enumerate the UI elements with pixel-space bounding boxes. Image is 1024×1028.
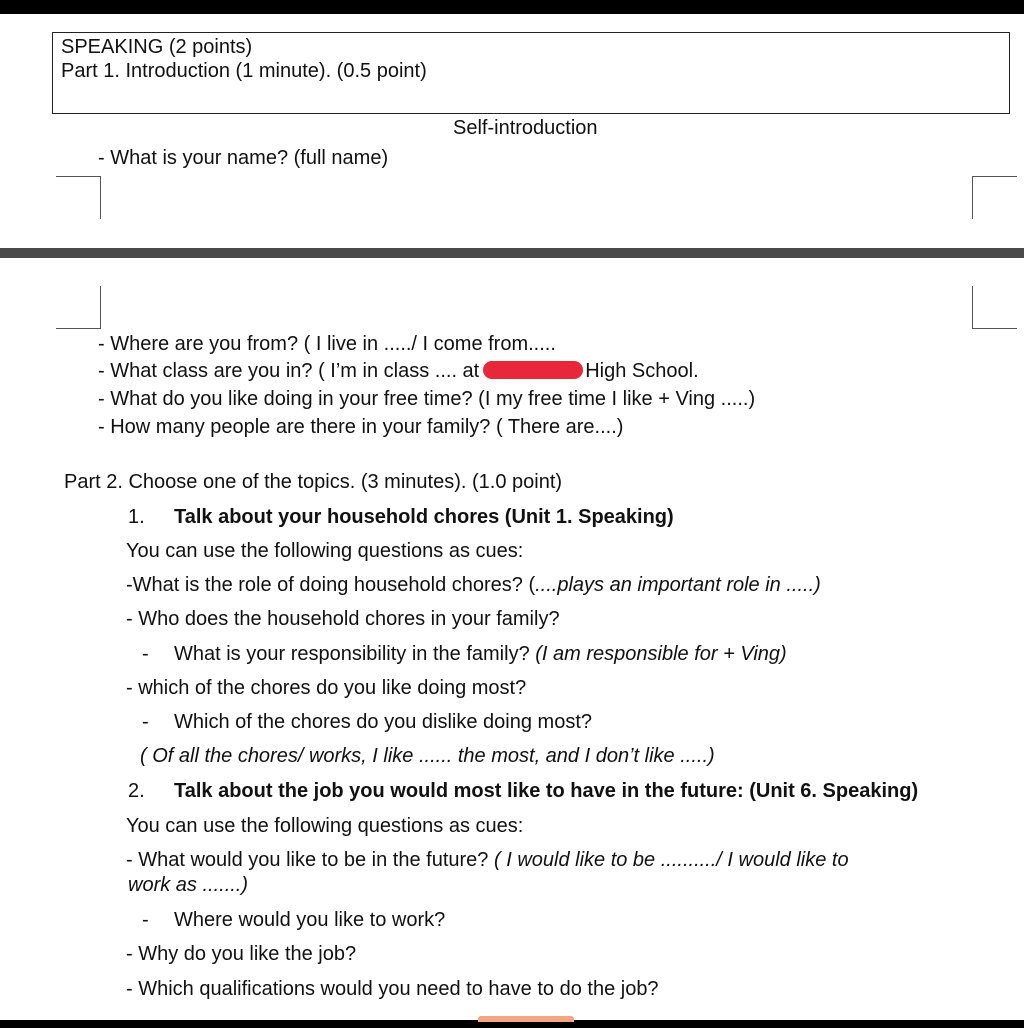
- question-free-time: - What do you like doing in your free time? (I my free time I like + Ving .....): [98, 388, 756, 410]
- topic2-question-3: - Why do you like the job?: [126, 943, 357, 965]
- topic1-question-3: [128, 642, 787, 666]
- topic1-question-1-hint: ....plays an important role in .....): [535, 574, 821, 596]
- document-page-1: [0, 14, 1024, 248]
- self-introduction-subheading: Self-introduction: [453, 117, 598, 139]
- topic2-question-2: [128, 908, 445, 932]
- question-name: - What is your name? (full name): [98, 147, 389, 169]
- topic1-question-4: - which of the chores do you like doing most?: [126, 677, 527, 699]
- topic1-question-1: [126, 573, 821, 597]
- topic1-question-5: [128, 710, 592, 734]
- part2-heading: Part 2. Choose one of the topics. (3 minutes). (1.0 point): [64, 471, 563, 493]
- topic1-title: Talk about your household chores (Unit 1. Speaking): [174, 506, 674, 528]
- speaking-header-box: [52, 32, 1010, 114]
- question-class-prefix: - What class are you in? ( I’m in class .... at: [98, 360, 480, 382]
- question-from: - Where are you from? ( I live in ...../ I come from.....: [98, 333, 556, 355]
- question-family: - How many people are there in your family? ( There are....): [98, 416, 624, 438]
- crop-mark-top-left: [56, 176, 101, 219]
- topic1-question-3-text: What is your responsibility in the family?: [174, 643, 536, 665]
- crop-mark-top-right: [972, 176, 1017, 219]
- topic1-question-3-hint: (I am responsible for + Ving): [535, 643, 787, 665]
- topic2-number: 2.: [128, 780, 145, 802]
- topic2-question-2-text: Where would you like to work?: [174, 909, 446, 931]
- topic2-question-4: - Which qualifications would you need to have to do the job?: [126, 978, 659, 1000]
- crop-mark-bottom-right: [972, 286, 1017, 329]
- topic1-question-5-hint: ( Of all the chores/ works, I like ...... the most, and I don’t like .....): [140, 745, 715, 767]
- topic1-question-5-dash: -: [142, 711, 149, 733]
- redaction-mark: [483, 361, 583, 379]
- question-class-suffix: High School.: [585, 360, 699, 382]
- document-page-2: [0, 258, 1024, 1020]
- topic1-heading: [128, 505, 674, 529]
- topic1-question-2: - Who does the household chores in your family?: [126, 608, 560, 630]
- topic2-cue-intro: You can use the following questions as cues:: [126, 815, 524, 837]
- topic2-question-1: [126, 848, 849, 872]
- part1-heading: Part 1. Introduction (1 minute). (0.5 point): [61, 60, 427, 82]
- question-class: [98, 359, 699, 383]
- topic1-question-5-text: Which of the chores do you dislike doing most?: [174, 711, 592, 733]
- topic1-question-3-dash: -: [142, 643, 149, 665]
- bottom-scroll-handle[interactable]: [478, 1016, 574, 1022]
- page-separator: [0, 248, 1024, 258]
- topic1-question-1-text: -What is the role of doing household chores? (: [126, 574, 536, 596]
- topic1-number: 1.: [128, 506, 145, 528]
- crop-mark-bottom-left: [56, 286, 101, 329]
- topic2-question-1-hint-continued: work as .......): [128, 874, 249, 896]
- topic2-heading: [128, 779, 918, 803]
- topic2-title: Talk about the job you would most like to have in the future: (Unit 6. Speaking): [174, 780, 919, 802]
- topic2-question-1-hint: ( I would like to be ........../ I would like to: [493, 849, 849, 871]
- topic2-question-2-dash: -: [142, 909, 149, 931]
- section-title: SPEAKING (2 points): [61, 36, 253, 58]
- topic2-question-1-text: - What would you like to be in the future?: [126, 849, 494, 871]
- topic1-cue-intro: You can use the following questions as cues:: [126, 540, 524, 562]
